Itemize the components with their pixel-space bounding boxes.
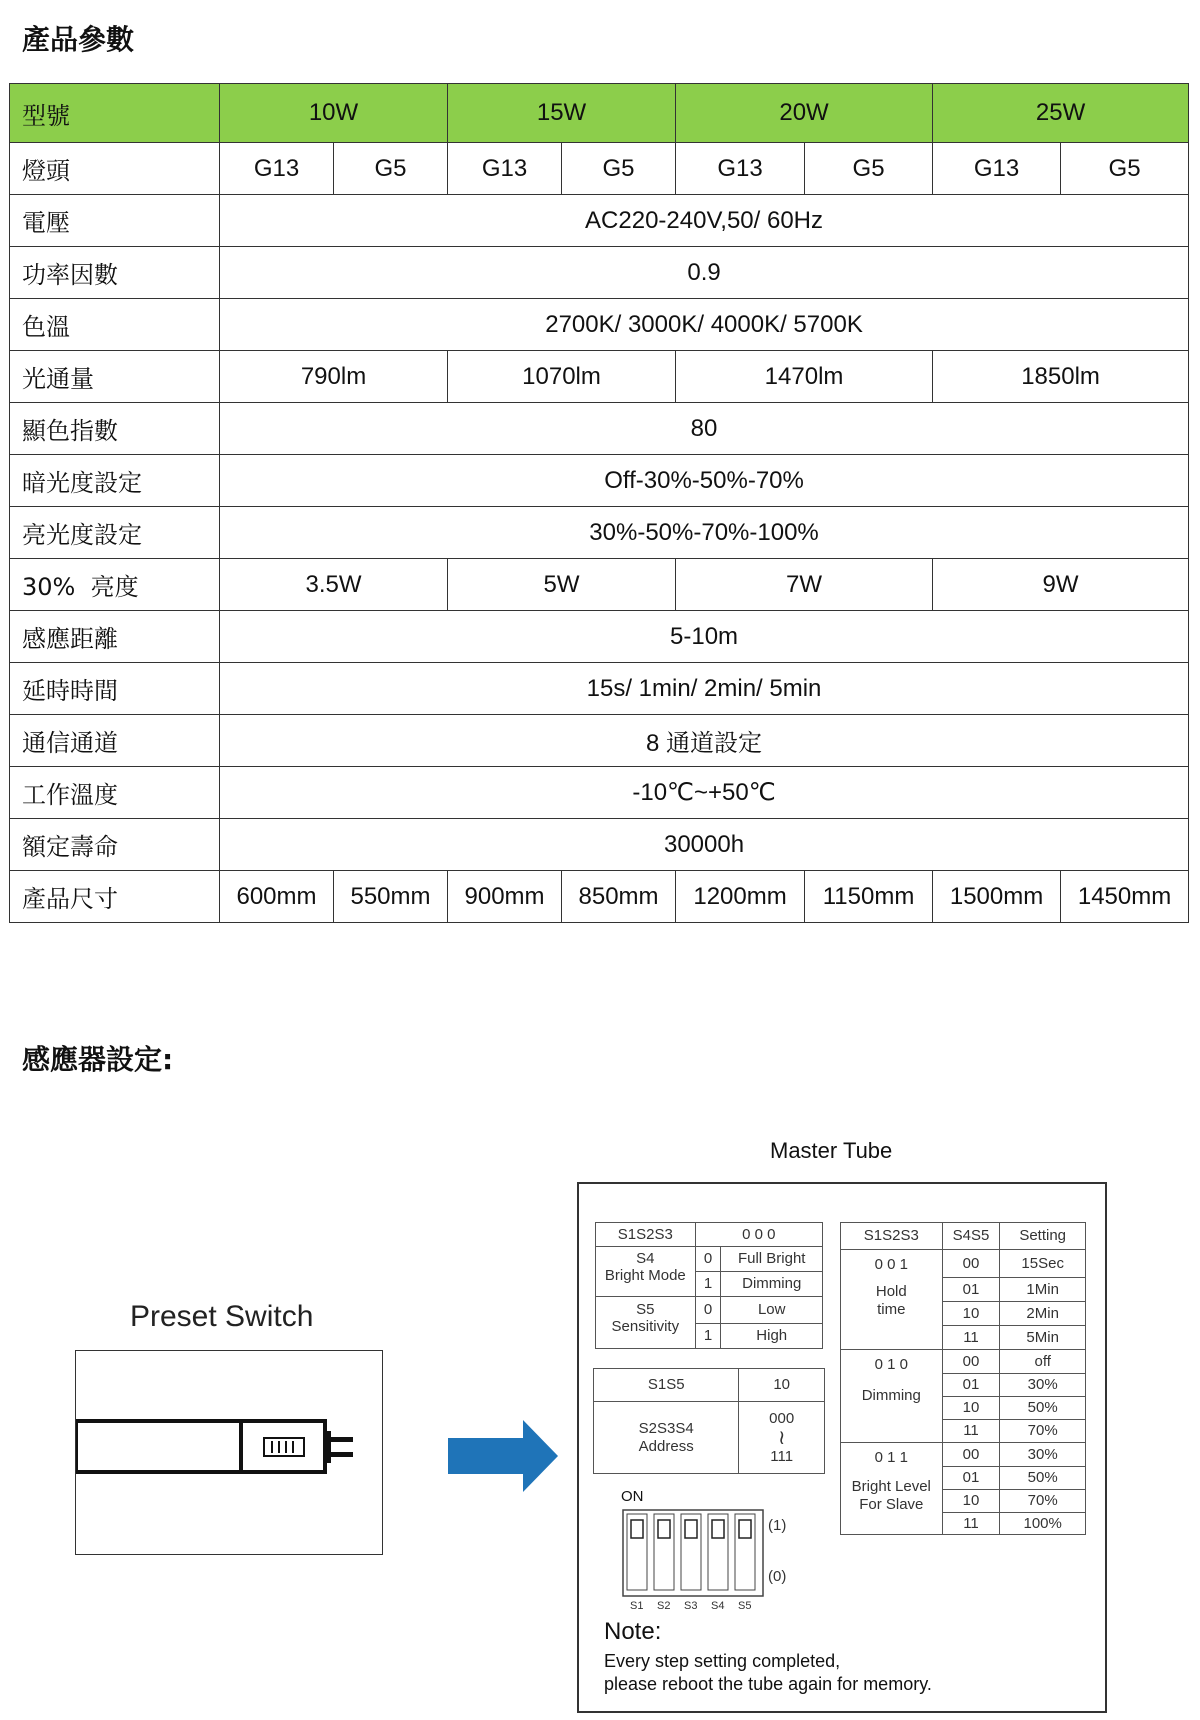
cell-text: 0 1 1 (874, 1449, 908, 1466)
table-row (10, 143, 1189, 195)
cell-text: ≀ (777, 1426, 786, 1449)
dip-switch-icon (264, 1438, 304, 1456)
cell: G13 (933, 143, 1061, 195)
model-cell: 10W (220, 84, 448, 143)
cell: AC220-240V,50/ 60Hz (220, 195, 1189, 247)
row-label: 電壓 (10, 195, 220, 247)
cell-text: S2S3S4 (638, 1420, 694, 1438)
cell: 00 (942, 1443, 1000, 1467)
cell: High (721, 1324, 823, 1349)
cell: 600mm (220, 871, 334, 923)
dip-one-label: (1) (768, 1517, 787, 1534)
dip-switch-diagram (620, 1508, 800, 1618)
cell: 11 (942, 1326, 1000, 1350)
cell: 5W (448, 559, 676, 611)
cell (841, 1250, 943, 1350)
cell: 3.5W (220, 559, 448, 611)
cell: G13 (676, 143, 805, 195)
cell: 0 (695, 1247, 721, 1272)
spec-table (9, 83, 1189, 923)
mode-table (595, 1222, 823, 1349)
row-label: 功率因數 (10, 247, 220, 299)
cell-text: S5 (636, 1301, 655, 1318)
cell: 1 (695, 1324, 721, 1349)
dip-s-label: S1 (630, 1600, 644, 1612)
table-row (10, 299, 1189, 351)
row-label: 暗光度設定 (10, 455, 220, 507)
table-row (10, 195, 1189, 247)
cell (596, 1247, 696, 1297)
table-row (10, 611, 1189, 663)
cell: 70% (1000, 1490, 1086, 1513)
row-label: 亮光度設定 (10, 507, 220, 559)
table-row (10, 351, 1189, 403)
table-row (10, 819, 1189, 871)
table-row (10, 871, 1189, 923)
settings-table (840, 1222, 1086, 1535)
cell: 2700K/ 3000K/ 4000K/ 5700K (220, 299, 1189, 351)
tube-illustration (76, 1351, 382, 1554)
cell: 10 (942, 1397, 1000, 1420)
cell: 30% (1000, 1374, 1086, 1397)
cell: 00 (942, 1250, 1000, 1278)
cell (841, 1350, 943, 1443)
table-row (10, 403, 1189, 455)
table-row (10, 84, 1189, 143)
cell-text: 0 0 1 (874, 1256, 908, 1273)
cell: 10 (739, 1369, 825, 1402)
row-label: 通信通道 (10, 715, 220, 767)
cell: G5 (805, 143, 933, 195)
master-tube-title: Master Tube (770, 1138, 893, 1163)
cell: G5 (1061, 143, 1189, 195)
cell (596, 1297, 696, 1349)
cell: Low (721, 1297, 823, 1324)
cell: 1850lm (933, 351, 1189, 403)
row-label: 額定壽命 (10, 819, 220, 871)
model-cell: 15W (448, 84, 676, 143)
cell: 7W (676, 559, 933, 611)
arrow-right-icon (448, 1420, 558, 1492)
cell: 2Min (1000, 1302, 1086, 1326)
dip-s-label: S4 (711, 1600, 725, 1612)
cell-text: 111 (770, 1447, 794, 1465)
cell: 01 (942, 1374, 1000, 1397)
cell: 790lm (220, 351, 448, 403)
preset-switch-box (75, 1350, 383, 1555)
cell-text: Hold (875, 1283, 907, 1301)
cell: S1S5 (594, 1369, 739, 1402)
cell: G5 (562, 143, 676, 195)
cell: 11 (942, 1420, 1000, 1443)
cell: 9W (933, 559, 1189, 611)
cell-text: Bright Level (851, 1478, 931, 1496)
cell: G13 (448, 143, 562, 195)
cell: S1S2S3 (841, 1223, 943, 1250)
dip-s-label: S5 (738, 1600, 752, 1612)
cell: 50% (1000, 1397, 1086, 1420)
cell (841, 1443, 943, 1535)
row-label: 光通量 (10, 351, 220, 403)
row-label: 延時時間 (10, 663, 220, 715)
cell: S1S2S3 (596, 1223, 696, 1247)
cell: 850mm (562, 871, 676, 923)
cell: Dimming (721, 1272, 823, 1297)
page-title: 產品參數 (22, 23, 135, 56)
cell: 1Min (1000, 1278, 1086, 1302)
sensor-heading: 感應器設定: (22, 1043, 174, 1076)
cell: 10 (942, 1302, 1000, 1326)
note-title: Note: (604, 1618, 662, 1645)
cell: 0 0 0 (695, 1223, 822, 1247)
dip-s-label: S2 (657, 1600, 671, 1612)
cell: 80 (220, 403, 1189, 455)
cell: 00 (942, 1350, 1000, 1374)
cell: -10℃~+50℃ (220, 767, 1189, 819)
cell: 30% (1000, 1443, 1086, 1467)
cell: Setting (1000, 1223, 1086, 1250)
cell: Off-30%-50%-70% (220, 455, 1189, 507)
preset-switch-title: Preset Switch (130, 1300, 314, 1333)
dip-zero-label: (0) (768, 1568, 787, 1585)
cell: 15Sec (1000, 1250, 1086, 1278)
cell-text: 0 1 0 (874, 1356, 908, 1373)
cell: 0 (695, 1297, 721, 1324)
cell: 30%-50%-70%-100% (220, 507, 1189, 559)
table-row (10, 663, 1189, 715)
table-row (10, 767, 1189, 819)
cell: 100% (1000, 1513, 1086, 1535)
cell: off (1000, 1350, 1086, 1374)
row-label: 感應距離 (10, 611, 220, 663)
cell: 900mm (448, 871, 562, 923)
row-label: 色溫 (10, 299, 220, 351)
cell: 5Min (1000, 1326, 1086, 1350)
cell: 11 (942, 1513, 1000, 1535)
dip-on-label: ON (621, 1488, 644, 1505)
cell: 8 通道設定 (220, 715, 1189, 767)
address-table (593, 1368, 825, 1474)
cell (739, 1402, 825, 1474)
table-row (10, 715, 1189, 767)
table-row (10, 507, 1189, 559)
cell-text: Bright Mode (604, 1267, 686, 1285)
cell: 5-10m (220, 611, 1189, 663)
cell: 1450mm (1061, 871, 1189, 923)
cell: 1470lm (676, 351, 933, 403)
cell-text: For Slave (859, 1495, 924, 1513)
row-label: 顯色指數 (10, 403, 220, 455)
cell: 1150mm (805, 871, 933, 923)
dip-s-label: S3 (684, 1600, 698, 1612)
cell (594, 1402, 739, 1474)
cell-text: S4 (636, 1250, 655, 1267)
cell: 1070lm (448, 351, 676, 403)
row-label: 型號 (10, 84, 220, 143)
note-line: Every step setting completed, (604, 1651, 841, 1671)
cell: G5 (334, 143, 448, 195)
cell: 01 (942, 1467, 1000, 1490)
row-label: 燈頭 (10, 143, 220, 195)
cell: 10 (942, 1490, 1000, 1513)
cell: 1500mm (933, 871, 1061, 923)
cell: 550mm (334, 871, 448, 923)
table-row (10, 559, 1189, 611)
cell-text: 000 (769, 1410, 795, 1428)
cell: 1 (695, 1272, 721, 1297)
cell: 30000h (220, 819, 1189, 871)
note-text (604, 1650, 932, 1696)
model-cell: 25W (933, 84, 1189, 143)
model-cell: 20W (676, 84, 933, 143)
row-label: 工作溫度 (10, 767, 220, 819)
cell-text: Sensitivity (611, 1318, 680, 1336)
cell: S4S5 (942, 1223, 1000, 1250)
cell: 70% (1000, 1420, 1086, 1443)
cell: 01 (942, 1278, 1000, 1302)
cell: 50% (1000, 1467, 1086, 1490)
row-label: 產品尺寸 (10, 871, 220, 923)
note-line: please reboot the tube again for memory. (604, 1674, 932, 1694)
row-label: 30% 亮度 (10, 559, 220, 611)
cell: Full Bright (721, 1247, 823, 1272)
cell-text: time (877, 1300, 906, 1318)
cell: 15s/ 1min/ 2min/ 5min (220, 663, 1189, 715)
cell-text: Address (638, 1437, 694, 1455)
cell: 0.9 (220, 247, 1189, 299)
cell-text: Dimming (861, 1387, 921, 1405)
table-row (10, 247, 1189, 299)
cell: 1200mm (676, 871, 805, 923)
table-row (10, 455, 1189, 507)
cell: G13 (220, 143, 334, 195)
